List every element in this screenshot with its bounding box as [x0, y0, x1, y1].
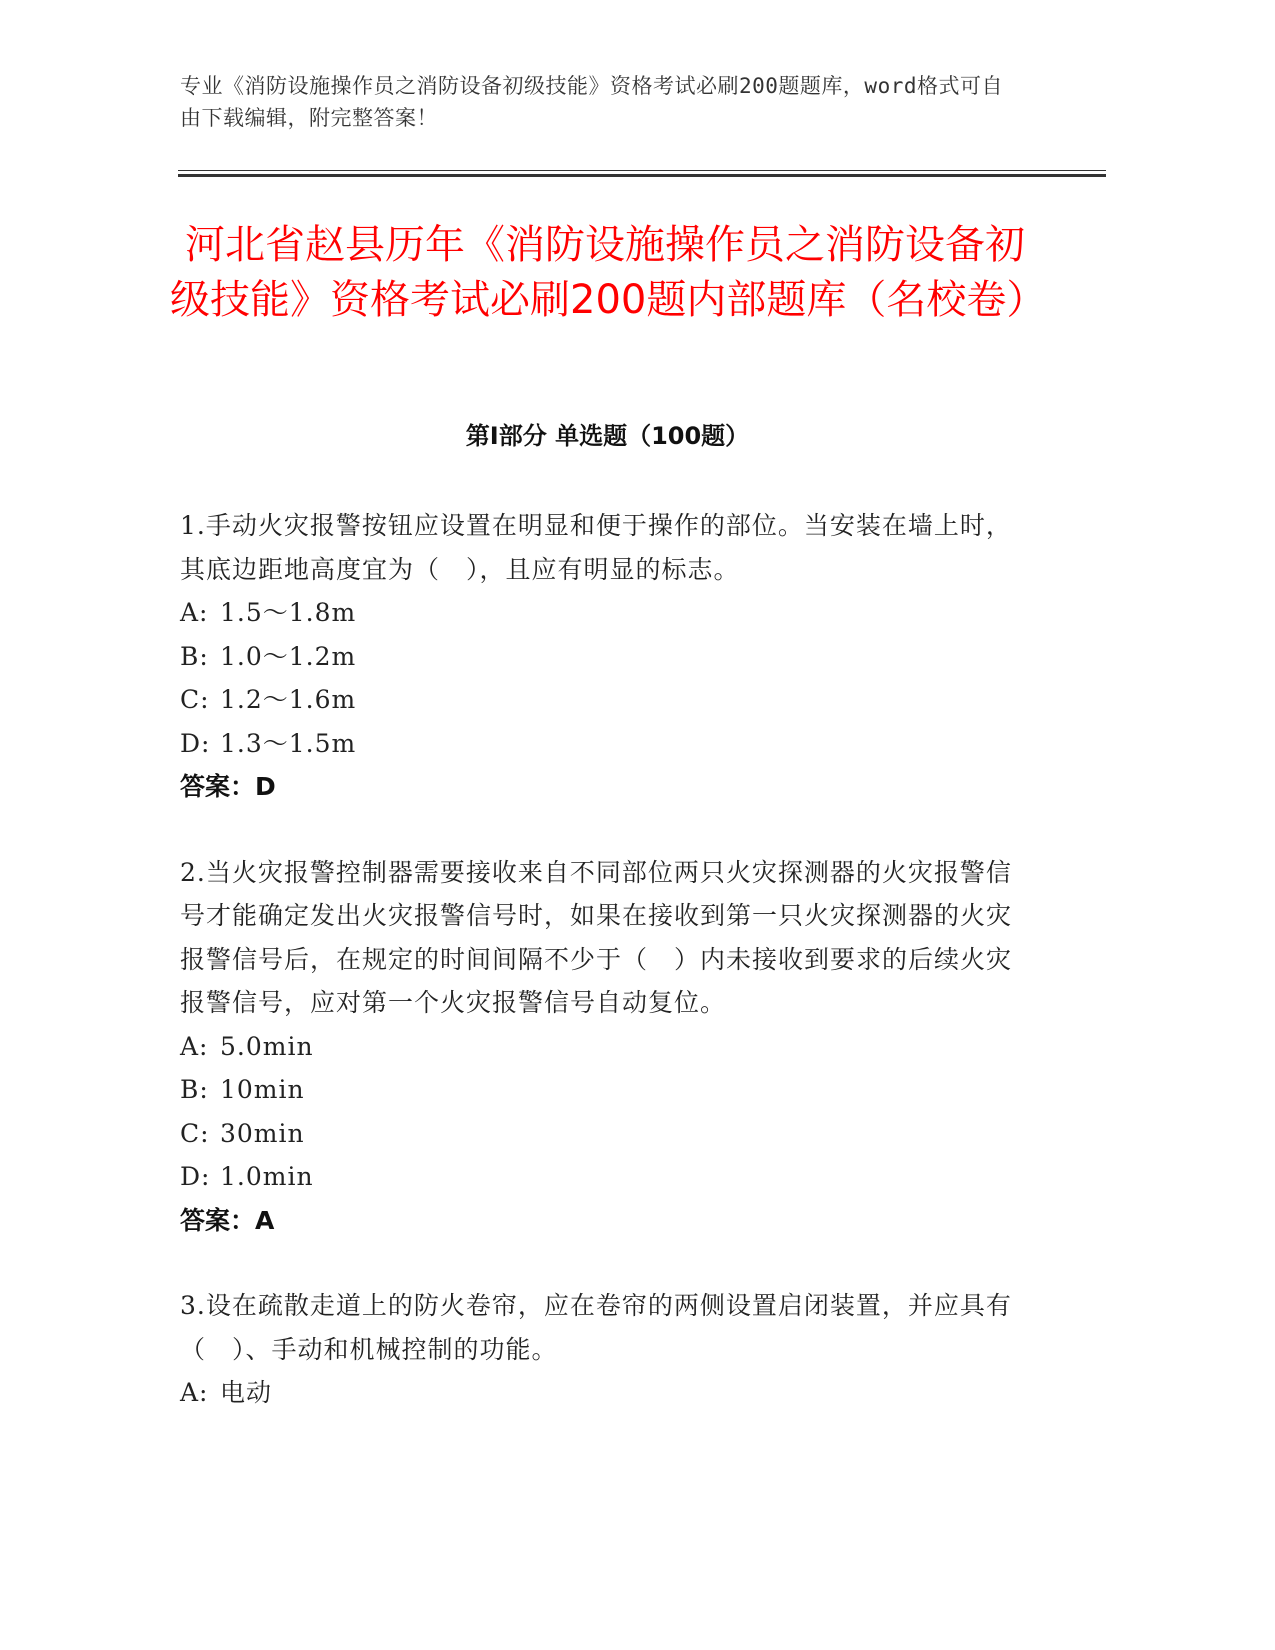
option-text: 5.0min — [220, 1031, 314, 1061]
option-text: 1.0min — [220, 1162, 314, 1191]
header-divider-thick — [178, 174, 1106, 177]
option-letter: B: — [180, 641, 209, 671]
option-letter: A: — [180, 598, 209, 627]
option-text: 1.2～1.6m — [220, 685, 357, 714]
option-letter: D: — [180, 728, 211, 758]
question-option — [180, 1025, 1020, 1069]
option-letter: A: — [180, 1378, 209, 1407]
question-option — [180, 591, 1020, 635]
question-stem: 2.当火灾报警控制器需要接收来自不同部位两只火灾探测器的火灾报警信号才能确定发出火灾报警信号时，如果在接收到第一只火灾探测器的火灾报警信号后，在规定的时间间隔不少于（ ）内未接收到要求的后续火灾报警信号，应对第一个火灾报警信号自动复位。 — [180, 857, 1013, 1017]
question-option — [180, 635, 1020, 679]
question-3 — [180, 1284, 1020, 1415]
question-option — [180, 1112, 1020, 1156]
option-letter: A: — [180, 1031, 209, 1061]
question-option — [180, 722, 1020, 766]
option-letter: B: — [180, 1075, 209, 1104]
question-answer: 答案：D — [180, 772, 276, 801]
option-text: 30min — [220, 1118, 305, 1148]
question-list — [180, 504, 1020, 1457]
question-answer: 答案：A — [180, 1205, 275, 1235]
option-letter: C: — [180, 1118, 210, 1148]
question-option — [180, 1155, 1020, 1199]
question-option — [180, 678, 1020, 722]
option-letter: D: — [180, 1162, 211, 1191]
question-option — [180, 1371, 1020, 1415]
option-text: 电动 — [220, 1378, 273, 1407]
header-divider-thin — [178, 170, 1106, 171]
option-text: 1.5～1.8m — [220, 598, 357, 627]
option-text: 1.0～1.2m — [220, 641, 357, 671]
option-letter: C: — [180, 685, 210, 714]
document-title: 河北省赵县历年《消防设施操作员之消防设备初级技能》资格考试必刷200题内部题库（名校卷） — [170, 222, 1047, 323]
section-title: 第I部分 单选题（100题） — [465, 422, 750, 450]
question-stem: 1.手动火灾报警按钮应设置在明显和便于操作的部位。当安装在墙上时，其底边距地高度宜为（ ），且应有明显的标志。 — [180, 511, 1012, 584]
question-stem: 3.设在疏散走道上的防火卷帘，应在卷帘的两侧设置启闭装置，并应具有（ ）、手动和机械控制的功能。 — [180, 1291, 1012, 1364]
option-text: 10min — [220, 1075, 305, 1104]
question-2 — [180, 851, 1020, 1243]
option-text: 1.3～1.5m — [220, 728, 357, 758]
question-option — [180, 1068, 1020, 1112]
question-1 — [180, 504, 1020, 809]
header-note: 专业《消防设施操作员之消防设备初级技能》资格考试必刷200题题库，word格式可自由下载编辑，附完整答案！ — [180, 74, 1003, 130]
